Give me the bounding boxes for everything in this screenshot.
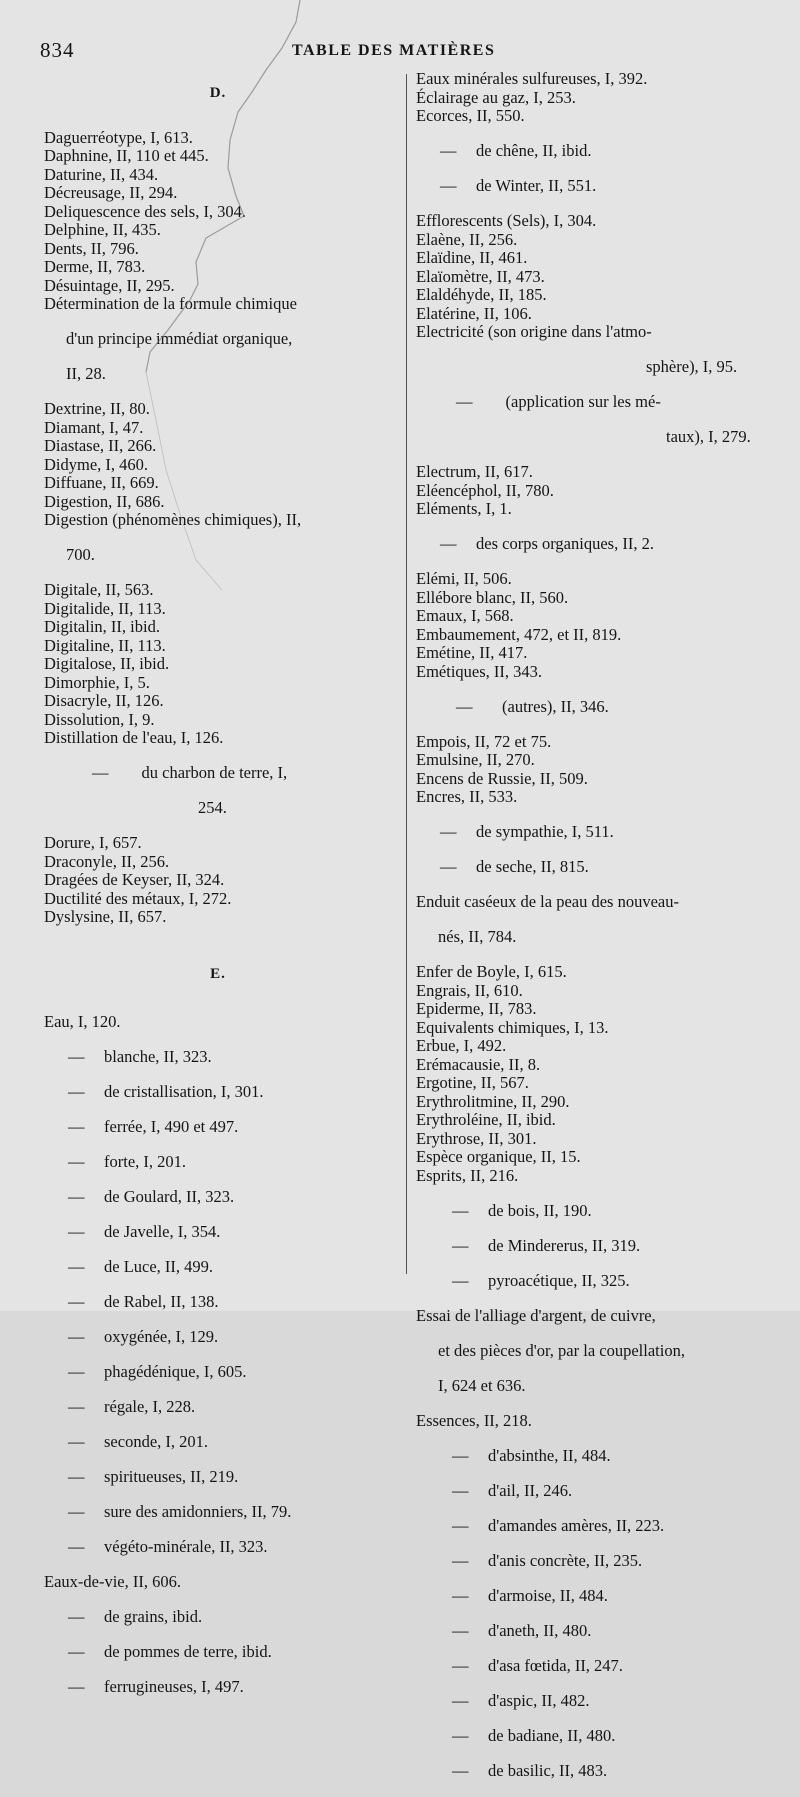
index-subentry — [416, 177, 766, 196]
subentry-text: ferrugineuses, I, 497. — [104, 1677, 244, 1696]
subentry-text: oxygénée, I, 129. — [104, 1327, 219, 1346]
index-subentry — [44, 1538, 392, 1557]
index-subentry — [416, 1517, 766, 1536]
index-entry: Enduit caséeux de la peau des nouveau- — [416, 892, 679, 911]
index-subentry — [44, 1643, 392, 1662]
index-subentry — [416, 1692, 766, 1711]
index-entry: Daphnine, II, 110 et 445. — [44, 146, 209, 165]
index-entry: Emétiques, II, 343. — [416, 661, 543, 681]
index-entry: Delphine, II, 435. — [44, 220, 161, 239]
index-entry: Elaène, II, 256. — [416, 229, 518, 249]
index-entry: Erbue, I, 492. — [416, 1036, 507, 1055]
index-entry: Enfer de Boyle, I, 615. — [416, 962, 567, 981]
subentry-text: phagédénique, I, 605. — [104, 1362, 247, 1381]
subentry-text: de Mindererus, II, 319. — [488, 1235, 641, 1255]
index-entry-continuation: d'un principe immédiat organique, — [66, 329, 293, 348]
subentry-text: ferrée, I, 490 et 497. — [104, 1117, 239, 1136]
subentry-text: seconde, I, 201. — [104, 1432, 209, 1451]
dash: — — [68, 1152, 85, 1171]
index-subentry — [416, 1622, 766, 1641]
index-entry: Eau, I, 120. — [44, 1012, 121, 1031]
index-entry: Empois, II, 72 et 75. — [416, 731, 552, 751]
index-entry-continuation: 254. — [198, 798, 227, 817]
dash: — — [68, 1047, 85, 1066]
index-entry: Daguerréotype, I, 613. — [44, 127, 193, 147]
index-entry: Essai de l'alliage d'argent, de cuivre, — [416, 1305, 656, 1325]
index-entry: Deliquescence des sels, I, 304. — [44, 201, 247, 221]
index-entry: Engrais, II, 610. — [416, 980, 523, 1000]
index-entry: Ellébore blanc, II, 560. — [416, 587, 569, 607]
index-entry: Digestion (phénomènes chimiques), II, — [44, 510, 302, 529]
subentry-text: de badiane, II, 480. — [488, 1725, 616, 1745]
index-subentry — [44, 1118, 392, 1137]
index-entry: Eaux minérales sulfureuses, I, 392. — [416, 69, 648, 88]
subentry-text: sure des amidonniers, II, 79. — [104, 1502, 292, 1521]
index-subentry — [44, 1258, 392, 1277]
index-entry: Digitalin, II, ibid. — [44, 617, 160, 636]
index-subentry — [44, 1083, 392, 1102]
index-subentry — [44, 1678, 392, 1697]
dash: — — [452, 1620, 469, 1640]
index-entry: Digitale, II, 563. — [44, 580, 154, 599]
index-entry: Didyme, I, 460. — [44, 454, 149, 474]
index-entry: Dragées de Keyser, II, 324. — [44, 870, 225, 889]
index-subentry — [44, 1363, 392, 1382]
index-subentry — [416, 1552, 766, 1571]
subentry-text: spiritueuses, II, 219. — [104, 1467, 239, 1486]
index-entry: Ecorces, II, 550. — [416, 106, 525, 125]
dash: — — [68, 1327, 85, 1346]
index-entry: Digestion, II, 686. — [44, 491, 165, 511]
page-number: 834 — [40, 38, 75, 62]
index-subentry: — (application sur les mé- — [456, 392, 661, 411]
index-entry: Draconyle, II, 256. — [44, 851, 170, 871]
index-subentry — [44, 1293, 392, 1312]
index-subentry — [416, 1587, 766, 1606]
index-subentry — [416, 1447, 766, 1466]
index-entry: Electrum, II, 617. — [416, 462, 533, 481]
index-entry-continuation: nés, II, 784. — [438, 927, 517, 946]
index-entry: Erythroléine, II, ibid. — [416, 1110, 556, 1129]
index-subentry — [416, 1727, 766, 1746]
index-entry: Derme, II, 783. — [44, 257, 146, 276]
section-letter-e: E. — [210, 965, 226, 982]
index-entry: Encens de Russie, II, 509. — [416, 768, 588, 788]
index-subentry — [416, 1762, 766, 1781]
right-column — [416, 70, 766, 1797]
index-entry: Efflorescents (Sels), I, 304. — [416, 211, 597, 230]
index-subentry — [44, 1503, 392, 1522]
section-letter-d: D. — [209, 85, 227, 101]
index-entry-continuation: taux), I, 279. — [666, 427, 751, 446]
subentry-text: de Winter, II, 551. — [476, 176, 597, 195]
index-subentry — [416, 858, 766, 877]
index-subentry — [416, 823, 766, 842]
dash: — — [68, 1607, 85, 1626]
dash: — — [440, 176, 457, 195]
dash: — — [452, 1585, 469, 1605]
column-divider — [406, 74, 407, 1274]
index-subentry — [416, 1657, 766, 1676]
index-subentry — [416, 1202, 766, 1221]
subentry-text: des corps organiques, II, 2. — [476, 534, 654, 553]
index-entry: Equivalents chimiques, I, 13. — [416, 1017, 609, 1037]
dash: — — [68, 1117, 85, 1136]
dash: — — [452, 1270, 469, 1290]
index-subentry — [44, 1188, 392, 1207]
dash: — — [452, 1655, 469, 1675]
index-entry: Espèce organique, II, 15. — [416, 1147, 581, 1166]
index-entry: Digitalide, II, 113. — [44, 598, 166, 618]
subentry-text: de bois, II, 190. — [488, 1200, 592, 1220]
index-entry: Emétine, II, 417. — [416, 643, 528, 662]
subentry-text: de cristallisation, I, 301. — [104, 1082, 264, 1101]
index-entry: Emulsine, II, 270. — [416, 750, 535, 769]
index-entry: Eléencéphol, II, 780. — [416, 480, 554, 500]
dash: — — [452, 1725, 469, 1745]
dash: — — [452, 1690, 469, 1710]
dash: — — [440, 822, 457, 841]
index-subentry — [44, 1048, 392, 1067]
subentry-text: de Rabel, II, 138. — [104, 1292, 219, 1311]
index-subentry — [44, 1153, 392, 1172]
subentry-text: de seche, II, 815. — [476, 857, 589, 876]
index-subentry — [44, 1433, 392, 1452]
index-entry: Diamant, I, 47. — [44, 417, 144, 437]
index-entry: Diastase, II, 266. — [44, 436, 157, 455]
index-entry: Digitaline, II, 113. — [44, 635, 166, 655]
page-header — [40, 38, 780, 68]
index-subentry — [44, 1468, 392, 1487]
index-subentry — [416, 1237, 766, 1256]
index-subentry — [44, 1328, 392, 1347]
dash: — — [452, 1480, 469, 1500]
index-entry: Diffuane, II, 669. — [44, 473, 159, 492]
index-entry: Dents, II, 796. — [44, 238, 139, 258]
dash: — — [440, 141, 457, 160]
index-entry: Erémacausie, II, 8. — [416, 1054, 541, 1074]
index-entry: Eléments, I, 1. — [416, 499, 512, 518]
index-entry: Esprits, II, 216. — [416, 1165, 519, 1185]
dash: — — [456, 696, 473, 716]
index-entry: Éclairage au gaz, I, 253. — [416, 87, 576, 107]
dash: — — [452, 1445, 469, 1465]
index-entry: Dissolution, I, 9. — [44, 709, 155, 729]
subentry-text: de sympathie, I, 511. — [476, 822, 614, 841]
left-column — [44, 70, 392, 1713]
subentry-text: d'asa fœtida, II, 247. — [488, 1655, 623, 1675]
subentry-text: d'armoise, II, 484. — [488, 1585, 608, 1605]
subentry-text: de Goulard, II, 323. — [104, 1187, 235, 1206]
index-entry: Elaïomètre, II, 473. — [416, 266, 545, 286]
dash: — — [452, 1515, 469, 1535]
dash: — — [68, 1677, 85, 1696]
index-entry-continuation: et des pièces d'or, par la coupellation, — [438, 1340, 685, 1360]
index-subentry — [416, 535, 766, 554]
index-subentry — [416, 698, 766, 717]
subentry-text: forte, I, 201. — [104, 1152, 187, 1171]
index-entry: Encres, II, 533. — [416, 787, 518, 806]
index-entry-continuation: sphère), I, 95. — [646, 357, 738, 376]
index-entry: Elaldéhyde, II, 185. — [416, 285, 547, 304]
subentry-text: d'ail, II, 246. — [488, 1480, 573, 1500]
index-entry-continuation: 700. — [66, 545, 95, 564]
dash: — — [68, 1362, 85, 1381]
dash: — — [68, 1642, 85, 1661]
index-entry: Distillation de l'eau, I, 126. — [44, 728, 224, 747]
index-entry: Elémi, II, 506. — [416, 569, 512, 588]
index-entry: Daturine, II, 434. — [44, 164, 159, 184]
index-entry: Détermination de la formule chimique — [44, 294, 297, 313]
index-entry: Elaïdine, II, 461. — [416, 248, 528, 267]
index-entry: Désuintage, II, 295. — [44, 275, 175, 295]
index-entry-continuation: II, 28. — [66, 364, 106, 383]
index-subentry: — du charbon de terre, I, — [92, 763, 288, 782]
dash: — — [68, 1257, 85, 1276]
index-entry: Erythrose, II, 301. — [416, 1128, 537, 1148]
subentry-text: blanche, II, 323. — [104, 1047, 212, 1066]
dash: — — [68, 1432, 85, 1451]
subentry-text: de chêne, II, ibid. — [476, 141, 592, 160]
dash: — — [68, 1082, 85, 1101]
subentry-text: (autres), II, 346. — [502, 696, 609, 716]
index-entry: Erythrolitmine, II, 290. — [416, 1091, 570, 1111]
index-entry: Eaux-de-vie, II, 606. — [44, 1572, 181, 1591]
subentry-text: de grains, ibid. — [104, 1607, 203, 1626]
index-entry: Elatérine, II, 106. — [416, 303, 532, 323]
dash: — — [452, 1760, 469, 1780]
subentry-text: d'aspic, II, 482. — [488, 1690, 590, 1710]
dash: — — [452, 1200, 469, 1220]
index-entry: Embaumement, 472, et II, 819. — [416, 624, 622, 644]
index-subentry — [44, 1608, 392, 1627]
index-entry: Dextrine, II, 80. — [44, 399, 150, 418]
index-subentry — [44, 1398, 392, 1417]
dash: — — [440, 857, 457, 876]
dash: — — [440, 534, 457, 553]
running-head: TABLE DES MATIÈRES — [292, 42, 496, 59]
subentry-text: d'aneth, II, 480. — [488, 1620, 592, 1640]
subentry-text: pyroacétique, II, 325. — [488, 1270, 630, 1290]
index-entry: Dorure, I, 657. — [44, 833, 142, 852]
dash: — — [452, 1550, 469, 1570]
dash: — — [68, 1187, 85, 1206]
subentry-text: de pommes de terre, ibid. — [104, 1642, 272, 1661]
index-entry: Dyslysine, II, 657. — [44, 907, 167, 926]
index-subentry — [416, 1272, 766, 1291]
dash: — — [68, 1537, 85, 1556]
subentry-text: végéto-minérale, II, 323. — [104, 1537, 268, 1556]
index-entry: Electricité (son origine dans l'atmo- — [416, 322, 652, 341]
index-entry-continuation: I, 624 et 636. — [438, 1375, 526, 1395]
subentry-text: de Javelle, I, 354. — [104, 1222, 221, 1241]
dash: — — [68, 1222, 85, 1241]
subentry-text: d'anis concrète, II, 235. — [488, 1550, 643, 1570]
index-entry: Emaux, I, 568. — [416, 606, 514, 625]
subentry-text: d'amandes amères, II, 223. — [488, 1515, 665, 1535]
subentry-text: de Luce, II, 499. — [104, 1257, 214, 1276]
index-entry: Décreusage, II, 294. — [44, 183, 178, 202]
index-entry: Dimorphie, I, 5. — [44, 672, 150, 692]
index-subentry — [416, 1482, 766, 1501]
index-subentry — [416, 142, 766, 161]
subentry-text: de basilic, II, 483. — [488, 1760, 608, 1780]
subentry-text: régale, I, 228. — [104, 1397, 196, 1416]
dash: — — [68, 1292, 85, 1311]
index-entry: Ductilité des métaux, I, 272. — [44, 888, 232, 908]
index-entry: Epiderme, II, 783. — [416, 999, 537, 1018]
dash: — — [68, 1397, 85, 1416]
dash: — — [452, 1235, 469, 1255]
index-entry: Digitalose, II, ibid. — [44, 654, 170, 673]
index-subentry — [44, 1223, 392, 1242]
dash: — — [68, 1502, 85, 1521]
index-entry: Ergotine, II, 567. — [416, 1073, 529, 1092]
index-entry: Essences, II, 218. — [416, 1410, 532, 1430]
dash: — — [68, 1467, 85, 1486]
subentry-text: d'absinthe, II, 484. — [488, 1445, 611, 1465]
index-entry: Disacryle, II, 126. — [44, 691, 164, 710]
